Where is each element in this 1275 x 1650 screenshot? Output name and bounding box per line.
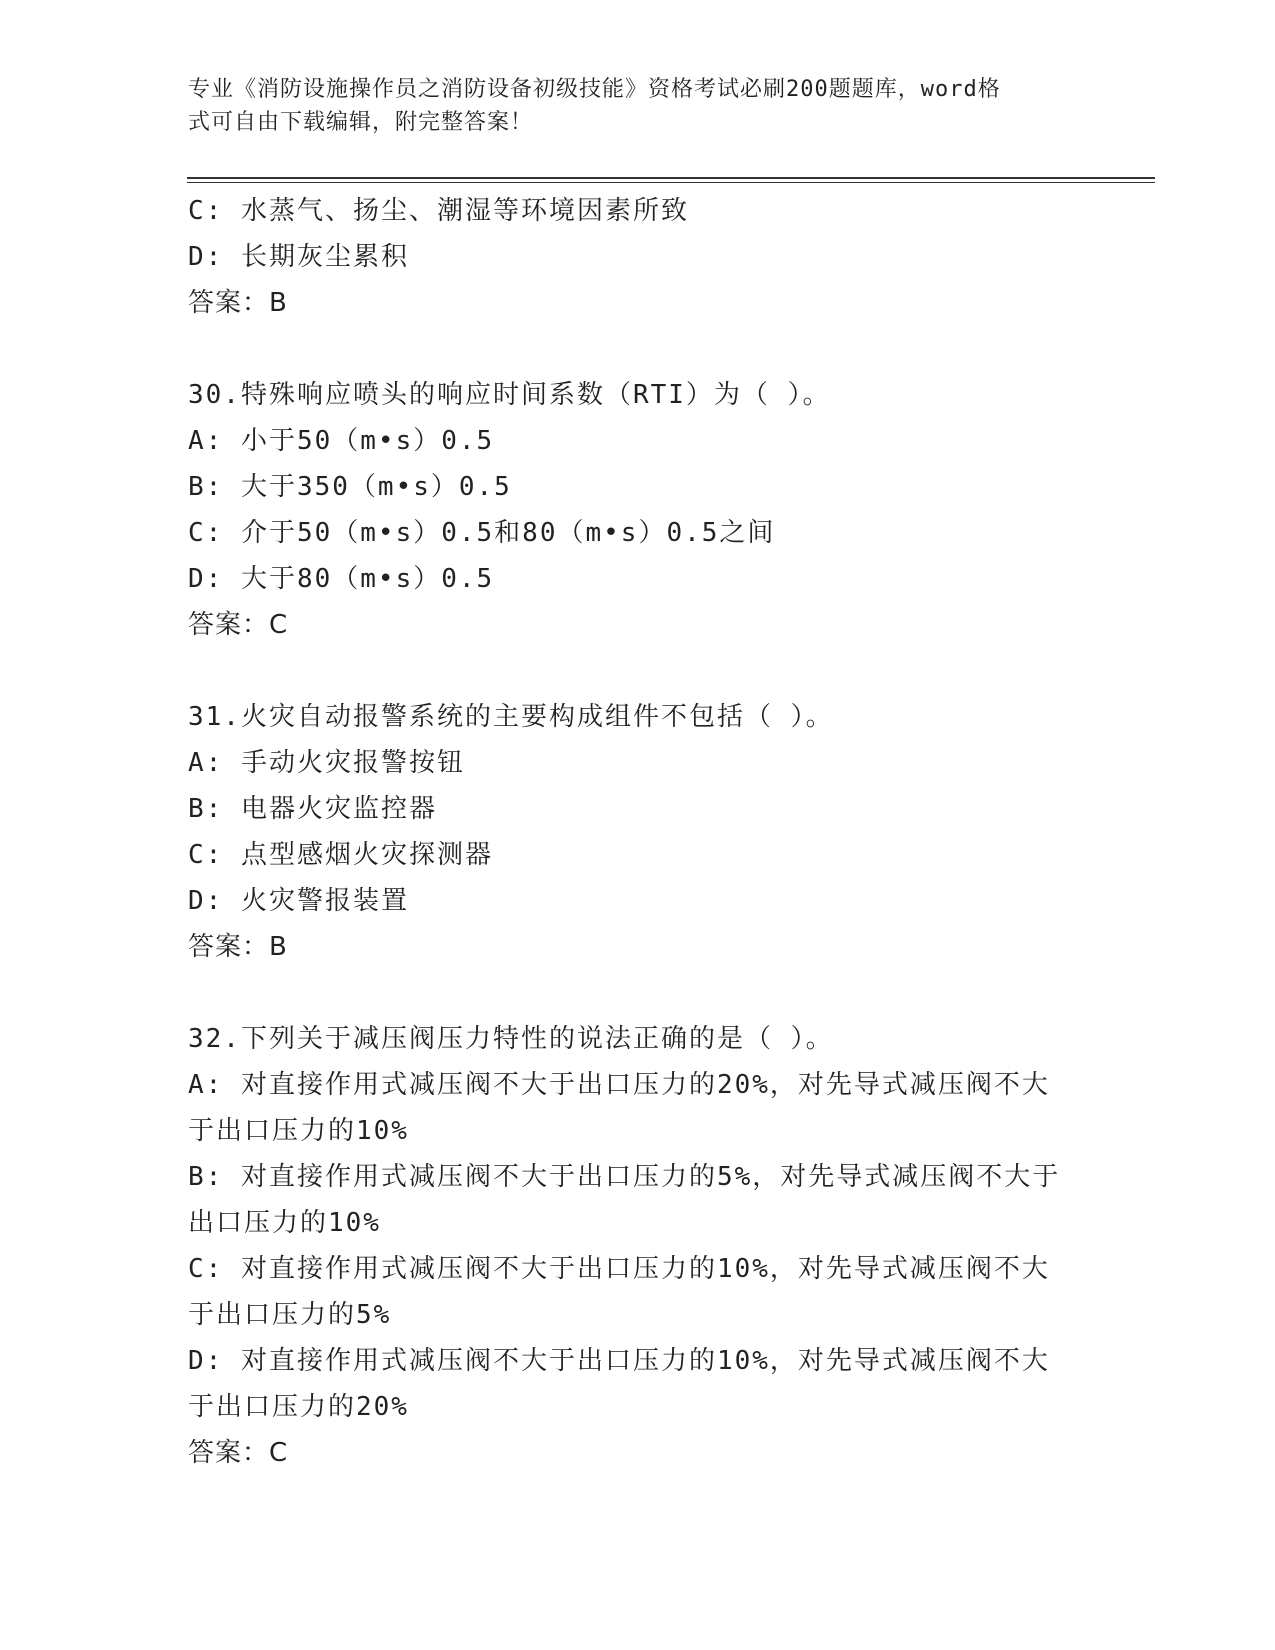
answer-label: 答案：C [188,610,289,640]
option-d: D: 长期灰尘累积 [188,242,409,272]
question-32 [188,1016,1088,1476]
option-d-line-2: 于出口压力的20% [188,1392,409,1422]
answer-label: 答案：B [188,288,288,318]
question-stem: 31.火灾自动报警系统的主要构成组件不包括（ ）。 [188,702,834,732]
option-c-line-1: C: 对直接作用式减压阀不大于出口压力的10%，对先导式减压阀不大 [188,1254,1050,1284]
document-header [188,73,1068,139]
question-29-tail [188,188,1088,326]
option-a: A: 手动火灾报警按钮 [188,748,465,778]
header-divider [187,177,1155,179]
option-a: A: 小于50（m•s）0.5 [188,426,495,456]
header-line-2: 式可自由下载编辑，附完整答案！ [188,110,534,135]
option-d-line-1: D: 对直接作用式减压阀不大于出口压力的10%，对先导式减压阀不大 [188,1346,1050,1376]
option-a-line-2: 于出口压力的10% [188,1116,409,1146]
option-c-line-2: 于出口压力的5% [188,1300,392,1330]
answer-label: 答案：B [188,932,288,962]
question-list [188,188,1088,1476]
spacer [188,970,1088,1016]
option-d: D: 大于80（m•s）0.5 [188,564,495,594]
option-b-line-2: 出口压力的10% [188,1208,381,1238]
answer-label: 答案：C [188,1438,289,1468]
spacer [188,648,1088,694]
header-divider-thin [187,182,1155,183]
option-b-line-1: B: 对直接作用式减压阀不大于出口压力的5%，对先导式减压阀不大于 [188,1162,1061,1192]
header-line-1: 专业《消防设施操作员之消防设备初级技能》资格考试必刷200题题库，word格 [188,77,1001,102]
option-b: B: 电器火灾监控器 [188,794,437,824]
option-c: C: 水蒸气、扬尘、潮湿等环境因素所致 [188,196,689,226]
question-stem: 32.下列关于减压阀压力特性的说法正确的是（ ）。 [188,1024,834,1054]
option-d: D: 火灾警报装置 [188,886,409,916]
question-31 [188,694,1088,970]
question-stem: 30.特殊响应喷头的响应时间系数（RTI）为（ ）。 [188,380,831,410]
option-c: C: 点型感烟火灾探测器 [188,840,493,870]
option-c: C: 介于50（m•s）0.5和80（m•s）0.5之间 [188,518,776,548]
question-30 [188,372,1088,648]
option-a-line-1: A: 对直接作用式减压阀不大于出口压力的20%，对先导式减压阀不大 [188,1070,1050,1100]
spacer [188,326,1088,372]
option-b: B: 大于350（m•s）0.5 [188,472,512,502]
